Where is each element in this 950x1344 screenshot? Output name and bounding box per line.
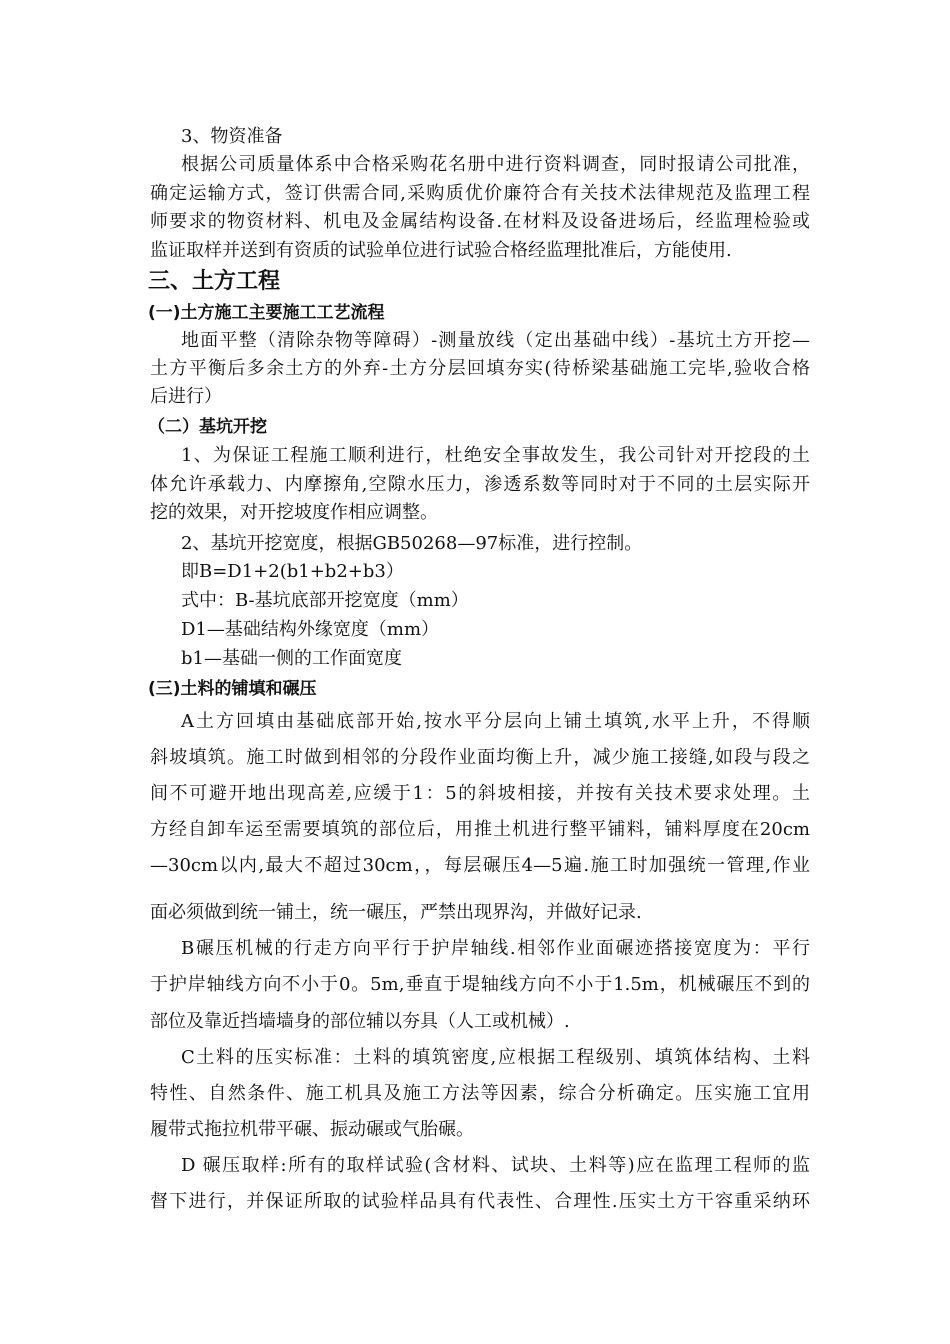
paragraph-a-line: —30cm以内,最大不超过30cm，，每层碾压4—5遍.施工时加强统一管理,作业: [150, 855, 810, 876]
paragraph-c-line: 履带式拖拉机带平碾、振动碾或气胎碾。: [150, 1119, 474, 1140]
formula-line: D1—基础结构外缘宽度（mm）: [181, 619, 440, 640]
material-prep-heading: 3、物资准备: [181, 126, 283, 147]
paragraph-a-line: 间不可避开地出现高差,应缓于1：5的斜坡相接，并按有关技术要求处理。土: [150, 783, 810, 804]
formula-line: 即B=D1+2(b1+b2+b3）: [181, 561, 404, 582]
process-flow-line: 地面平整（清除杂物等障碍）-测量放线（定出基础中线）-基坑土方开挖—: [181, 330, 810, 351]
excavation-line: 挖的效果，对开挖坡度作相应调整。: [150, 502, 438, 523]
material-prep-line: 确定运输方式，签订供需合同,采购质优价廉符合有关技术法律规范及监理工程: [150, 183, 810, 204]
paragraph-a-line: 方经自卸车运至需要填筑的部位后，用推土机进行整平铺料，铺料厚度在20cm: [150, 819, 810, 840]
excavation-line: 1、为保证工程施工顺利进行，杜绝安全事故发生，我公司针对开挖段的土: [181, 445, 810, 466]
material-prep-line: 师要求的物资材料、机电及金属结构设备.在材料及设备进场后，经监理检验或: [150, 211, 810, 232]
subsection-title-3: (三)土料的铺填和碾压: [148, 679, 317, 699]
material-prep-line: 监证取样并送到有资质的试验单位进行试验合格经监理批准后，方能使用.: [150, 240, 732, 261]
process-flow-line: 后进行）: [150, 386, 222, 407]
chapter-title: 三、土方工程: [148, 269, 281, 294]
paragraph-a-line: 斜坡填筑。施工时做到相邻的分段作业面均衡上升，减少施工接缝,如段与段之: [150, 747, 810, 768]
formula-line: b1—基础一侧的工作面宽度: [181, 648, 402, 669]
paragraph-a-line: A土方回填由基础底部开始,按水平分层向上铺土填筑,水平上升，不得顺: [181, 711, 810, 732]
paragraph-c-line: C土料的压实标准：土料的填筑密度,应根据工程级别、填筑体结构、土料: [181, 1047, 810, 1068]
paragraph-d-line: 督下进行，并保证所取的试验样品具有代表性、合理性.压实土方干容重采纳环: [150, 1191, 810, 1212]
formula-line: 式中：B-基坑底部开挖宽度（mm）: [181, 590, 469, 611]
paragraph-b-line: 部位及靠近挡墙墙身的部位辅以夯具（人工或机械）.: [150, 1011, 570, 1032]
material-prep-line: 根据公司质量体系中合格采购花名册中进行资料调查，同时报请公司批准，: [181, 154, 810, 175]
subsection-title-2: （二）基坑开挖: [148, 417, 267, 437]
paragraph-b-line: B碾压机械的行走方向平行于护岸轴线.相邻作业面碾迹搭接宽度为：平行: [181, 938, 810, 959]
subsection-title-1: (一)土方施工主要施工工艺流程: [148, 303, 385, 323]
paragraph-b-line: 于护岸轴线方向不小于0。5m,垂直于堤轴线方向不小于1.5m，机械碾压不到的: [150, 974, 810, 995]
paragraph-c-line: 特性、自然条件、施工机具及施工方法等因素，综合分析确定。压实施工宜用: [150, 1083, 810, 1104]
excavation-line: 2、基坑开挖宽度，根据GB50268—97标准，进行控制。: [181, 533, 643, 554]
paragraph-a-line: 面必须做到统一铺土，统一碾压，严禁出现界沟，并做好记录.: [150, 902, 642, 923]
excavation-line: 体允许承载力、内摩擦角,空隙水压力，渗透系数等同时对于不同的土层实际开: [150, 474, 810, 495]
process-flow-line: 土方平衡后多余土方的外弃-土方分层回填夯实(待桥梁基础施工完毕,验收合格: [150, 358, 810, 379]
paragraph-d-line: D 碾压取样:所有的取样试验(含材料、试块、土料等)应在监理工程师的监: [181, 1155, 810, 1176]
